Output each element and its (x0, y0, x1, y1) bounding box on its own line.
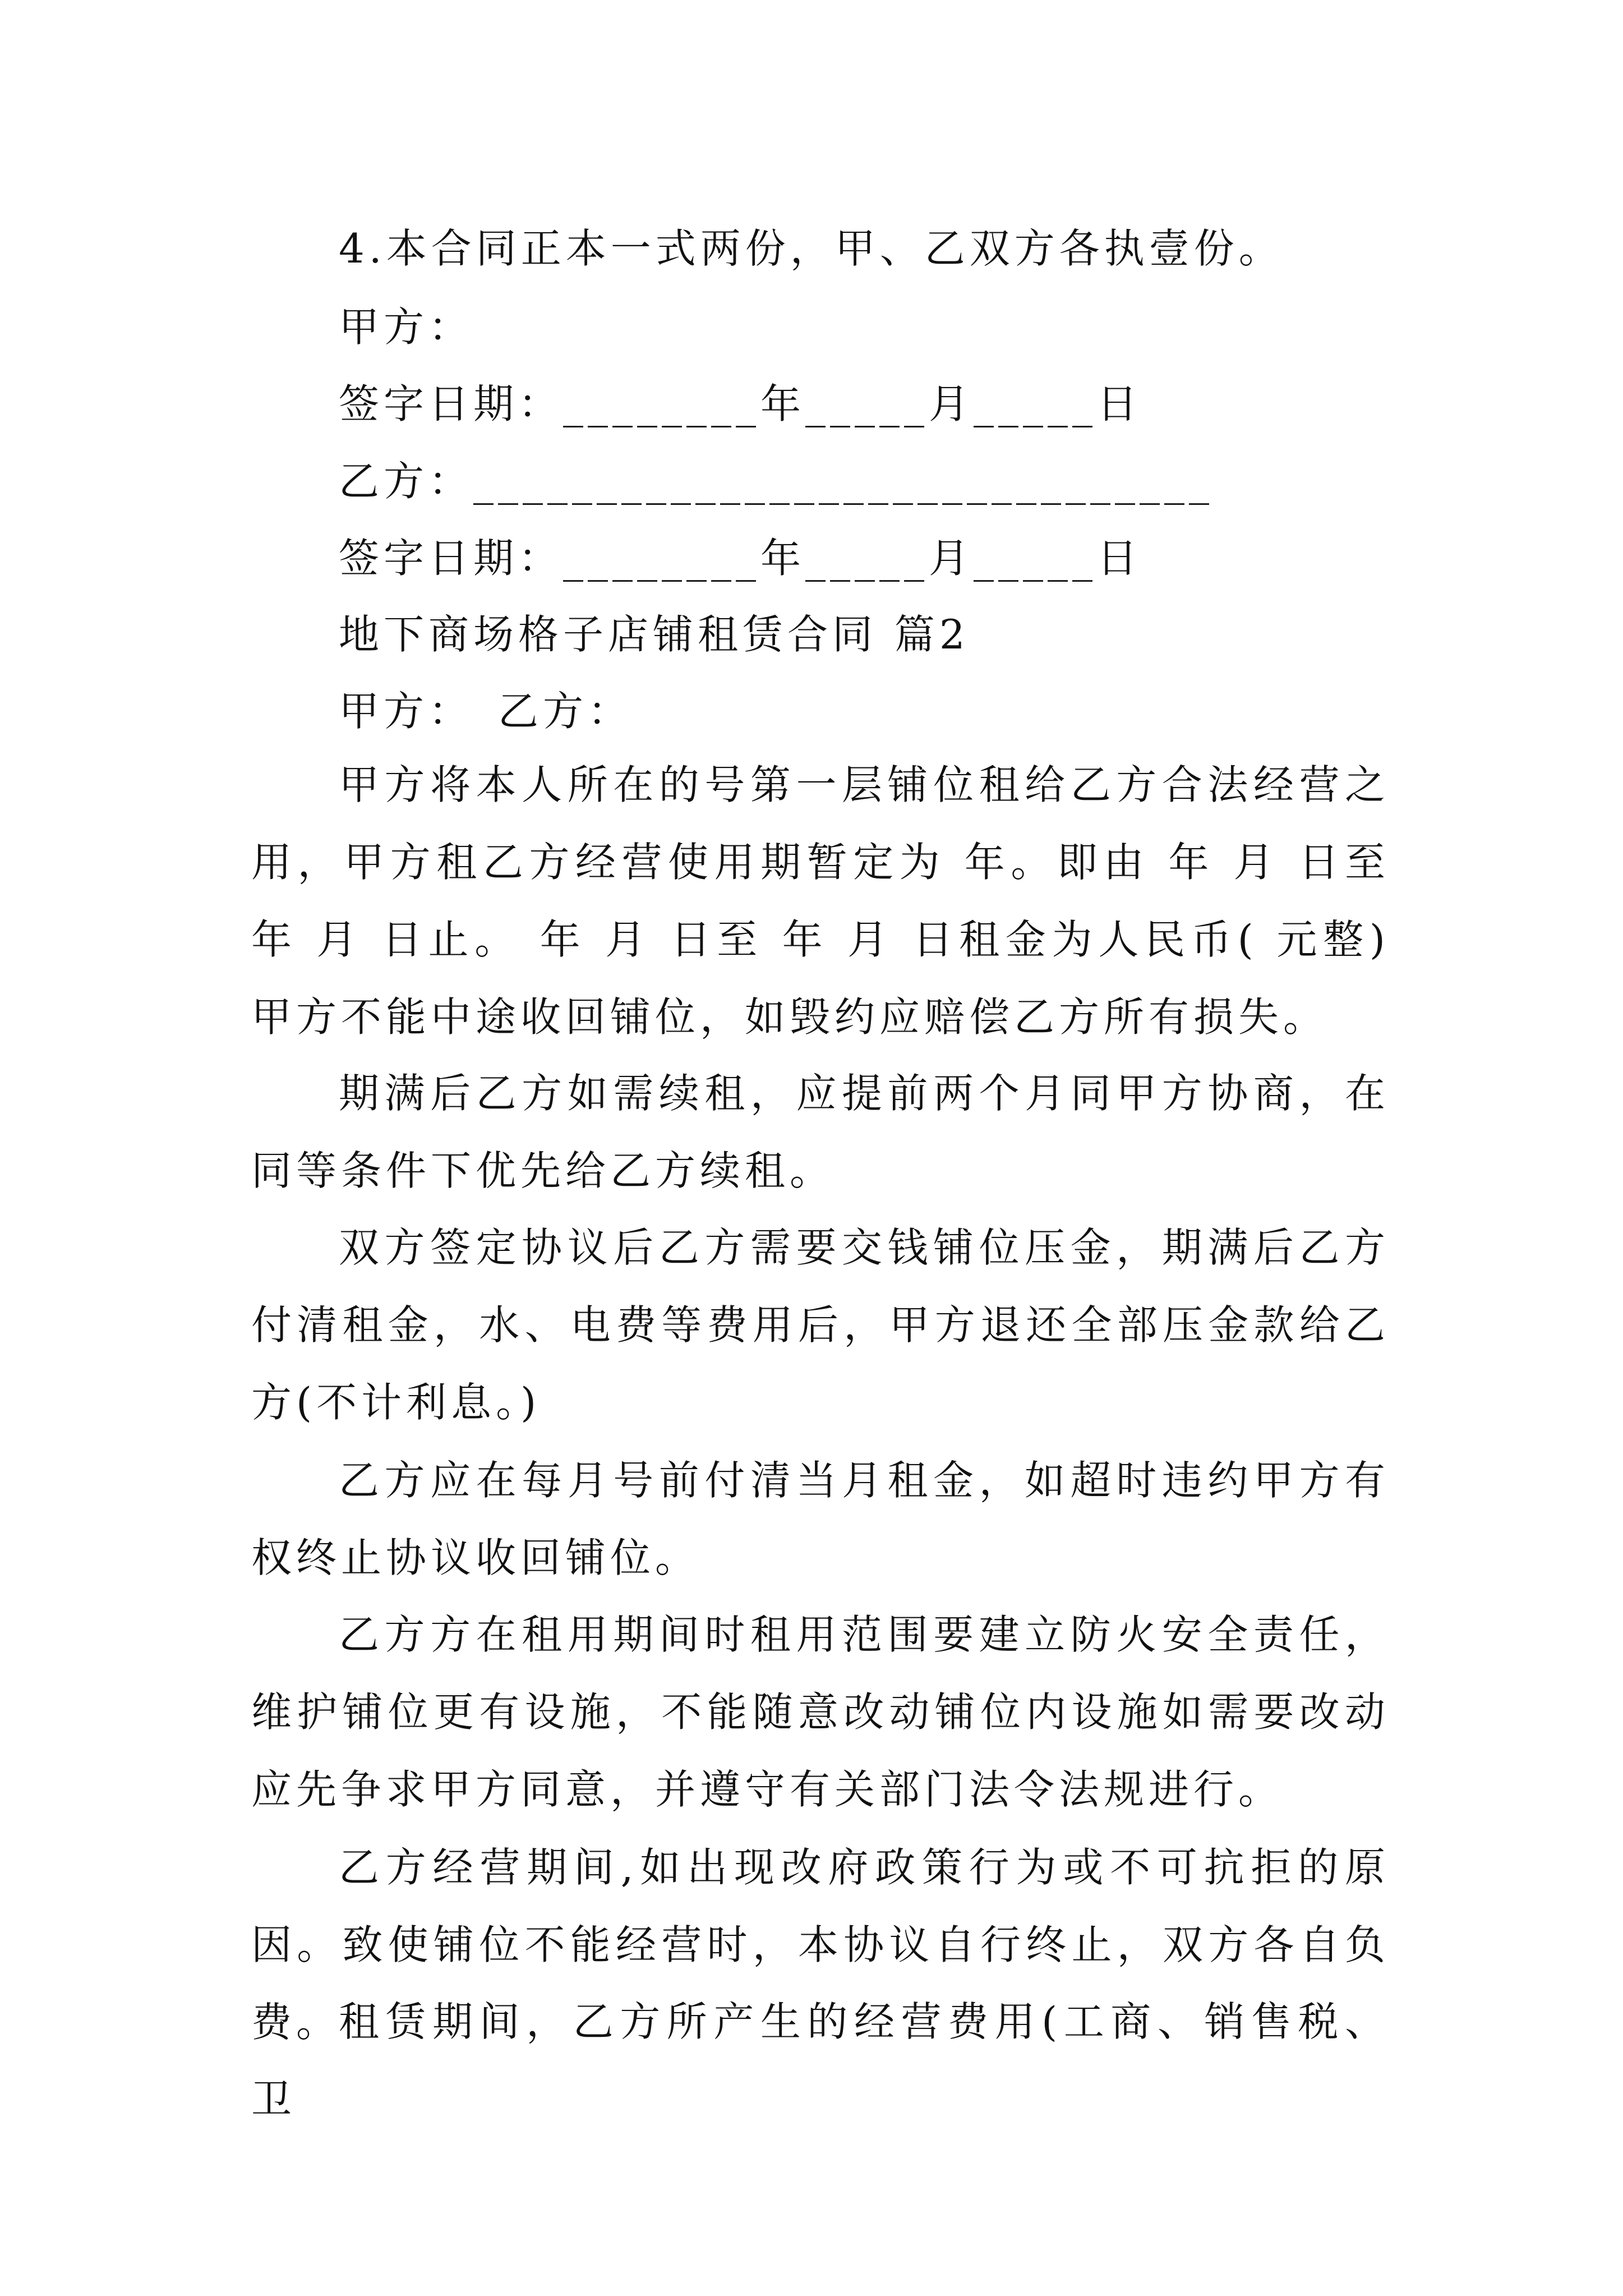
paragraph-operating-costs: 租赁期间，乙方所产生的经营费用(工商、销售税、卫 (251, 1998, 1390, 2123)
party-b-label: 乙方：______________________________ (339, 458, 1214, 505)
paragraph-force-majeure: 乙方经营期间,如出现改府政策行为或不可抗拒的原因。致使铺位不能经营时，本协议自行终止，双方各自负费。 (251, 1844, 1390, 2046)
paragraph-deposit: 双方签定协议后乙方需要交钱铺位压金，期满后乙方付清租金，水、电费等费用后，甲方退还全部压金款给乙方(不计利息。) (251, 1224, 1390, 1426)
section-title: 地下商场格子店铺租赁合同 篇2 (339, 611, 970, 658)
paragraph-rent-payment: 乙方应在每月号前付清当月租金，如超时违约甲方有权终止协议收回铺位。 (251, 1457, 1390, 1581)
party-a-label: 甲方： (339, 303, 474, 351)
clause-4-line: 4.本合同正本一式两份，甲、乙双方各执壹份。 (339, 225, 1284, 272)
sign-date-line-a: 签字日期：________年_____月_____日 (339, 380, 1142, 427)
sign-date-line-b: 签字日期：________年_____月_____日 (339, 535, 1142, 582)
paragraph-fire-safety: 乙方方在租用期间时租用范围要建立防火安全责任，维护铺位更有设施，不能随意改动铺位内设施如需要改动应先争求甲方同意，并遵守有关部门法令法规进行。 (251, 1611, 1390, 1813)
parties-line: 甲方： 乙方： (339, 688, 633, 735)
paragraph-renewal: 期满后乙方如需续租，应提前两个月同甲方协商，在同等条件下优先给乙方续租。 (251, 1070, 1390, 1194)
paragraph-lease-terms: 甲方将本人所在的号第一层铺位租给乙方合法经营之用，甲方租乙方经营使用期暂定为 年。即由 年 月 日至 年 月 日止。 年 月 日至 年 月 日租金为人民币( 元整)甲方不能中途收回铺位，如毁约应赔偿乙方所有损失。 (251, 761, 1390, 1041)
